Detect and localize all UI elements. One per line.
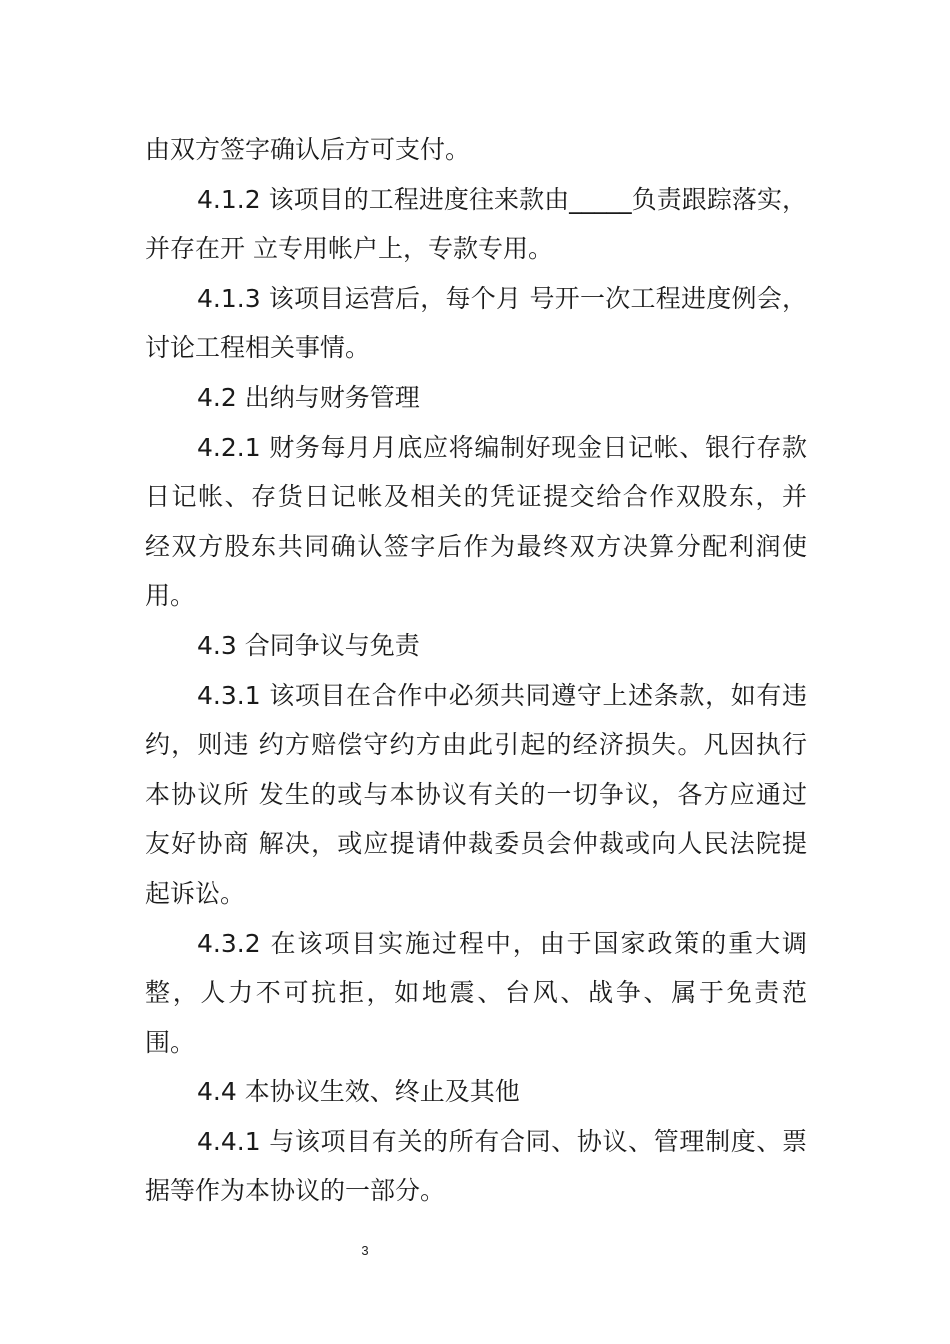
text-line: 4.3.1 该项目在合作中必须共同遵守上述条款，如有违 — [197, 680, 807, 710]
section-heading: 4.4 本协议生效、终止及其他 — [197, 1077, 520, 1107]
text-line: 由双方签字确认后方可支付。 — [145, 135, 471, 164]
text-line: 起诉讼。 — [145, 878, 246, 908]
text-line: 整，人力不可抗拒，如地震、台风、战争、属于免责范 — [145, 978, 807, 1008]
text-line: 约，则违 约方赔偿守约方由此引起的经济损失。凡因执行 — [145, 730, 807, 760]
text-line: 围。 — [145, 1027, 196, 1057]
document-page — [145, 125, 807, 1216]
page-number: 3 — [361, 1243, 369, 1258]
text-line: 4.3.2 在该项目实施过程中，由于国家政策的重大调 — [197, 928, 807, 958]
text-line: 据等作为本协议的一部分。 — [145, 1176, 446, 1206]
text-line: 4.1.2 该项目的工程进度往来款由_____负责跟踪落实， — [197, 184, 807, 214]
section-heading: 4.3 合同争议与免责 — [197, 630, 420, 660]
text-line: 用。 — [145, 581, 196, 611]
text-line: 经双方股东共同确认签字后作为最终双方决算分配利润使 — [145, 531, 807, 561]
text-line: 日记帐、存货日记帐及相关的凭证提交给合作双股东，并 — [145, 482, 807, 512]
text-line: 友好协商 解决，或应提请仲裁委员会仲裁或向人民法院提 — [145, 829, 807, 859]
text-line: 讨论工程相关事情。 — [145, 333, 371, 363]
text-line: 本协议所 发生的或与本协议有关的一切争议，各方应通过 — [145, 779, 807, 809]
section-heading: 4.2 出纳与财务管理 — [197, 382, 420, 412]
text-line: 并存在开 立专用帐户上，专款专用。 — [145, 234, 553, 264]
text-line: 4.2.1 财务每月月底应将编制好现金日记帐、银行存款 — [197, 432, 807, 462]
text-line: 4.1.3 该项目运营后，每个月 号开一次工程进度例会， — [197, 283, 807, 313]
text-line: 4.4.1 与该项目有关的所有合同、协议、管理制度、票 — [197, 1126, 807, 1156]
